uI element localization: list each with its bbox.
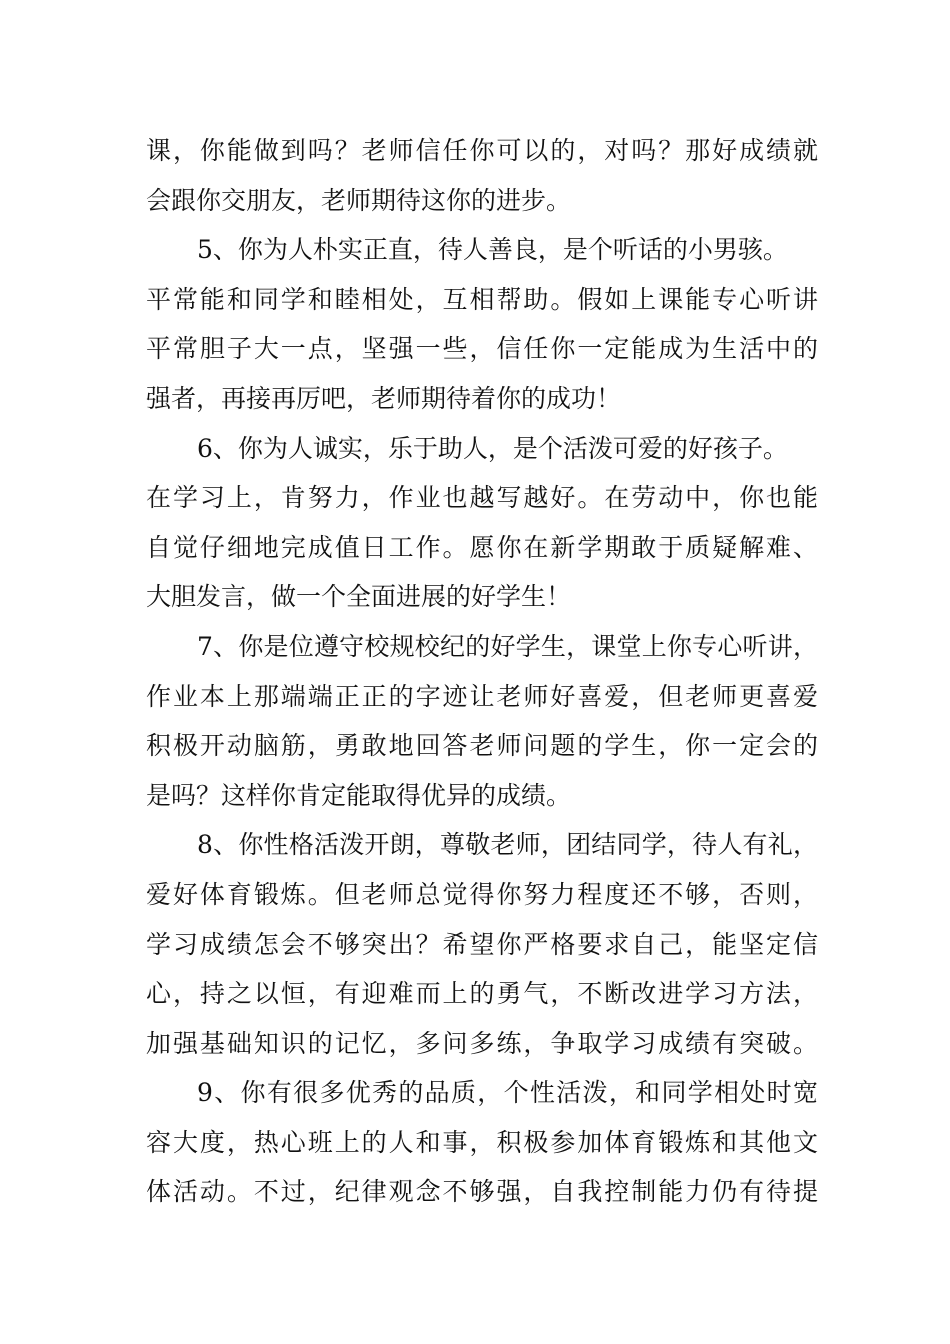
paragraph-start-line: 5、你为人朴实正直，待人善良，是个听话的小男骇。 — [197, 235, 788, 265]
text-line: 自觉仔细地完成值日工作。愿你在新学期敢于质疑解难、 — [146, 532, 818, 562]
text-line: 作业本上那端端正正的字迹让老师好喜爱，但老师更喜爱 — [146, 681, 818, 711]
document-body — [146, 126, 818, 1217]
text-line: 体活动。不过，纪律观念不够强，自我控制能力仍有待提 — [146, 1177, 818, 1207]
text-line: 课，你能做到吗？老师信任你可以的，对吗？那好成绩就 — [146, 136, 818, 165]
paragraph-start-line: 7、你是位遵守校规校纪的好学生，课堂上你专心听讲， — [197, 631, 818, 661]
text-line: 爱好体育锻炼。但老师总觉得你努力程度还不够，否则， — [146, 879, 818, 909]
text-line: 学习成绩怎会不够突出？希望你严格要求自己，能坚定信 — [146, 929, 818, 959]
text-line: 容大度，热心班上的人和事，积极参加体育锻炼和其他文 — [146, 1127, 818, 1157]
text-line: 心，持之以恒，有迎难而上的勇气，不断改进学习方法， — [146, 979, 818, 1009]
text-line: 平常胆子大一点，坚强一些，信任你一定能成为生活中的 — [146, 334, 818, 364]
text-line: 强者，再接再厉吧，老师期待着你的成功！ — [146, 383, 622, 413]
text-line: 会跟你交朋友，老师期待这你的进步。 — [146, 185, 572, 215]
text-line: 是吗？这样你肯定能取得优异的成绩。 — [146, 780, 572, 810]
text-line: 在学习上，肯努力，作业也越写越好。在劳动中，你也能 — [146, 483, 818, 513]
text-line: 大胆发言，做一个全面进展的好学生！ — [146, 582, 572, 612]
paragraph-start-line: 6、你为人诚实，乐于助人，是个活泼可爱的好孩子。 — [197, 433, 788, 463]
text-line: 加强基础知识的记忆，多问多练，争取学习成绩有突破。 — [146, 1028, 818, 1058]
text-line: 积极开动脑筋，勇敢地回答老师问题的学生，你一定会的 — [146, 731, 818, 761]
paragraph-start-line: 8、你性格活泼开朗，尊敬老师，团结同学，待人有礼， — [197, 830, 818, 860]
text-line: 平常能和同学和睦相处，互相帮助。假如上课能专心听讲 — [146, 284, 818, 314]
paragraph-start-line: 9、你有很多优秀的品质，个性活泼，和同学相处时宽 — [197, 1078, 818, 1108]
